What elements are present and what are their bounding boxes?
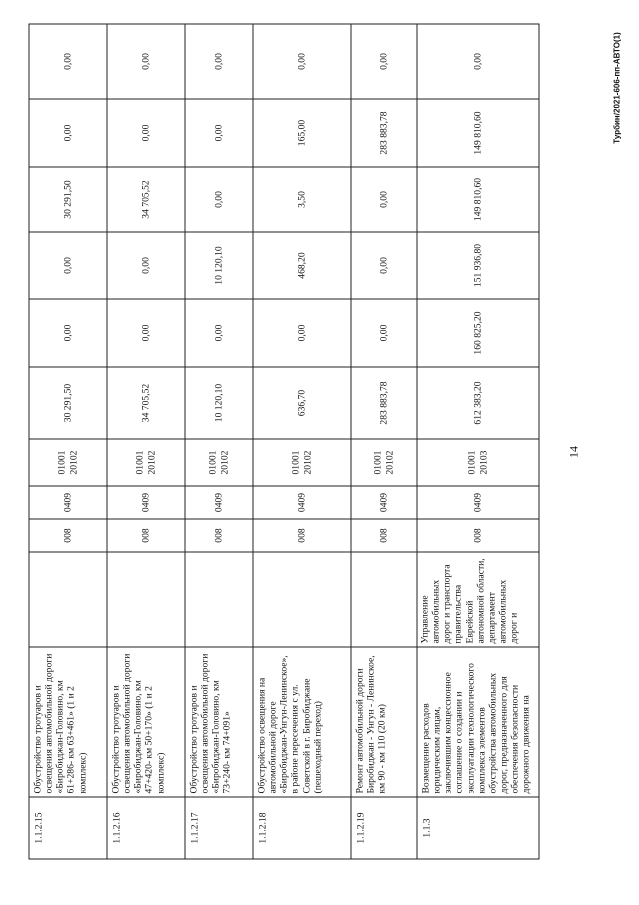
row-year-cell: 0,00 [185, 99, 253, 167]
row-grbs-cell: 008 [185, 519, 253, 552]
row-grbs-cell: 008 [253, 519, 351, 552]
row-name-cell: Ремонт автомобильной дороги Биробиджан - Унгун - Ленинское, км 90 - км 110 (20 км) [351, 647, 417, 797]
row-executor-cell [29, 552, 107, 647]
row-year-cell: 283 883,78 [351, 99, 417, 167]
row-csr-cell [351, 439, 417, 486]
row-rzpr-cell: 0409 [253, 486, 351, 519]
row-year-cell: 0,00 [185, 24, 253, 99]
table-body [29, 24, 539, 859]
row-year-cell: 34 705,52 [107, 167, 185, 232]
row-rzpr-cell: 0409 [417, 486, 539, 519]
row-rzpr-cell: 0409 [351, 486, 417, 519]
csr-line: 01001 [290, 450, 302, 475]
csr-line: 01001 [372, 450, 384, 475]
row-grbs-cell: 008 [417, 519, 539, 552]
row-year-cell: 0,00 [351, 299, 417, 367]
row-year-cell: 0,00 [417, 24, 539, 99]
row-name-cell: Обустройство освещения на автомобильной дороге «Биробиджан-Унгун-Ленинское», в районе пересечения с ул. Советской в г. Биробиджане (пешеходный переход) [253, 647, 351, 797]
row-rzpr-cell: 0409 [29, 486, 107, 519]
row-year-cell: 0,00 [253, 24, 351, 99]
row-csr-cell [417, 439, 539, 486]
document-footer-code: Турбин/2021-606-пп-АВТО(1) [612, 32, 622, 144]
row-name-cell: Обустройство тротуаров и освещения автомобильной дороги «Биробиджан-Головино, км 47+420- км 50+170» (1 и 2 комплекс) [107, 647, 185, 797]
row-total-cell: 34 705,52 [107, 367, 185, 439]
budget-table [29, 24, 540, 860]
csr-line: 01001 [466, 450, 478, 475]
table-row [351, 24, 417, 859]
row-code-cell: 1.1.2.15 [29, 797, 107, 859]
row-year-cell: 10 120,10 [185, 232, 253, 299]
row-grbs-cell: 008 [107, 519, 185, 552]
row-total-cell: 636,70 [253, 367, 351, 439]
row-year-cell: 0,00 [107, 232, 185, 299]
csr-line: 20102 [219, 450, 230, 475]
row-year-cell: 0,00 [29, 24, 107, 99]
row-executor-cell [253, 552, 351, 647]
row-year-cell: 0,00 [107, 24, 185, 99]
csr-line: 20102 [146, 450, 157, 475]
row-executor-cell [185, 552, 253, 647]
row-executor-cell [351, 552, 417, 647]
csr-line: 20102 [384, 450, 395, 475]
row-year-cell: 0,00 [351, 24, 417, 99]
row-total-cell: 30 291,50 [29, 367, 107, 439]
row-year-cell: 165,00 [253, 99, 351, 167]
row-grbs-cell: 008 [29, 519, 107, 552]
csr-line: 01001 [207, 450, 219, 475]
row-total-cell: 283 883,78 [351, 367, 417, 439]
row-year-cell: 149 810,60 [417, 167, 539, 232]
row-name-cell: Обустройство тротуаров и освещения автомобильной дороги «Биробиджан-Головино, км 73+240- км 74+091» [185, 647, 253, 797]
row-name-cell: Возмещение расходов юридическим лицам, заключившим концессионное соглашение о создании и эксплуатации технологического комплекса элементов обустройства автомобильных дорог, предназначенного для обеспечения безопасности дорожного движения на [417, 647, 539, 797]
table-row [253, 24, 351, 859]
row-year-cell: 0,00 [107, 299, 185, 367]
row-year-cell: 160 825,20 [417, 299, 539, 367]
row-csr-cell [107, 439, 185, 486]
row-code-cell: 1.1.2.19 [351, 797, 417, 859]
row-year-cell: 0,00 [29, 232, 107, 299]
table-row [185, 24, 253, 859]
row-code-cell: 1.1.2.17 [185, 797, 253, 859]
row-year-cell: 0,00 [29, 99, 107, 167]
row-year-cell: 0,00 [253, 299, 351, 367]
csr-line: 01001 [56, 450, 68, 475]
row-year-cell: 468,20 [253, 232, 351, 299]
row-year-cell: 151 936,80 [417, 232, 539, 299]
row-year-cell: 30 291,50 [29, 167, 107, 232]
row-year-cell: 0,00 [29, 299, 107, 367]
table-row [107, 24, 185, 859]
row-year-cell: 149 810,60 [417, 99, 539, 167]
row-csr-cell [253, 439, 351, 486]
row-grbs-cell: 008 [351, 519, 417, 552]
csr-line: 20103 [478, 450, 489, 475]
row-executor-cell [107, 552, 185, 647]
row-year-cell: 0,00 [185, 299, 253, 367]
row-csr-cell [29, 439, 107, 486]
row-year-cell: 0,00 [107, 99, 185, 167]
row-code-cell: 1.1.2.16 [107, 797, 185, 859]
row-year-cell: 0,00 [185, 167, 253, 232]
table-row [417, 24, 539, 859]
page-number: 14 [566, 446, 581, 458]
row-year-cell: 0,00 [351, 167, 417, 232]
row-total-cell: 10 120,10 [185, 367, 253, 439]
row-name-cell: Обустройство тротуаров и освещения автомобильной дороги «Биробиджан-Головино, км 61+286- км 63+461» (1 и 2 комплекс) [29, 647, 107, 797]
row-total-cell: 612 383,20 [417, 367, 539, 439]
row-year-cell: 3,50 [253, 167, 351, 232]
csr-line: 01001 [134, 450, 146, 475]
row-year-cell: 0,00 [351, 232, 417, 299]
row-csr-cell [185, 439, 253, 486]
csr-line: 20102 [302, 450, 313, 475]
table-row [29, 24, 107, 859]
row-rzpr-cell: 0409 [185, 486, 253, 519]
csr-line: 20102 [68, 450, 79, 475]
row-code-cell: 1.1.3 [417, 797, 539, 859]
row-rzpr-cell: 0409 [107, 486, 185, 519]
row-code-cell: 1.1.2.18 [253, 797, 351, 859]
rotated-table-wrapper [29, 45, 539, 860]
row-executor-cell: Управление автомобильных дорог и транспорта правительства Еврейской автономной области, департамент автомобильных дорог и [417, 552, 539, 647]
